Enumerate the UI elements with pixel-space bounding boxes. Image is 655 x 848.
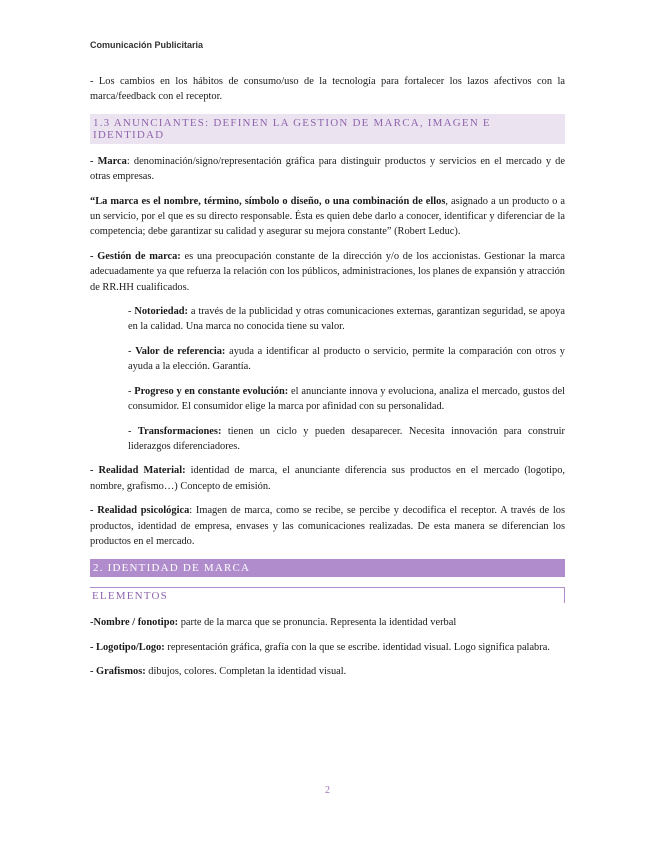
section-heading-2: 2. IDENTIDAD DE MARCA (90, 559, 565, 577)
item-prefix: - (128, 345, 136, 357)
marca-term: - Marca (90, 155, 127, 167)
item-term: Transformaciones: (137, 425, 222, 437)
section-heading-1-3: 1.3 ANUNCIANTES: DEFINEN LA GESTION DE MARCA, IMAGEN E IDENTIDAD (90, 114, 565, 144)
element-term: -Nombre / fonotipo: (90, 617, 179, 629)
item-text: a través de la publicidad y otras comunicaciones externas, garantizan seguridad, se apoya en la calidad. Una marca no conocida tiene su valor. (128, 306, 565, 333)
element-text: dibujos, colores. Completan la identidad visual. (145, 666, 347, 678)
item-term: Valor de referencia: (135, 345, 226, 357)
intro-paragraph: - Los cambios en los hábitos de consumo/uso de la tecnología para fortalecer los lazos afectivos con la marca/feedback con el receptor. (90, 76, 565, 103)
element-item (90, 615, 565, 630)
gestion-term: - Gestión de marca: (90, 250, 181, 262)
realidad-material-paragraph (90, 463, 565, 494)
list-item (128, 384, 565, 415)
quote-bold: “La marca es el nombre, término, símbolo o diseño, o una combinación de ellos (90, 195, 446, 207)
element-item (90, 664, 565, 679)
realidad-psicologica-term: - Realidad psicológica (90, 505, 190, 517)
item-prefix: - (128, 306, 135, 318)
element-item (90, 640, 565, 655)
marca-text: : denominación/signo/representación gráfica para distinguir productos y servicios en el mercado y de otras empresas. (90, 155, 565, 183)
item-text: el anunciante innova y evoluciona, analiza el mercado, gustos del consumidor. El consumidor elige la marca por afinidad con su personalidad. (128, 385, 565, 413)
item-term: Notoriedad: (134, 306, 189, 318)
page-header: Comunicación Publicitaria (90, 40, 204, 50)
realidad-psicologica-paragraph (90, 503, 565, 549)
list-item (128, 304, 565, 335)
gestion-text: es una preocupación constante de la dirección y/o de los accionistas. Gestionar la marca adecuadamente ya que refuerza la relación con los públicos, administraciones, los planes de expansión y atracción de RR.HH cualificados. (90, 250, 566, 293)
subsection-heading-elementos: ELEMENTOS (90, 587, 565, 603)
list-item (128, 344, 565, 375)
item-prefix: - (128, 385, 135, 397)
quote-paragraph (90, 194, 565, 240)
element-term: - Grafismos: (90, 666, 146, 678)
list-item (128, 424, 565, 455)
element-term: - Logotipo/Logo: (90, 641, 165, 653)
realidad-material-term: - Realidad Material: (90, 465, 186, 477)
element-text: parte de la marca que se pronuncia. Representa la identidad verbal (178, 617, 457, 629)
element-text: representación gráfica, grafía con la que se escribe. identidad visual. Logo significa palabra. (164, 641, 550, 653)
item-term: Progreso y en constante evolución: (134, 385, 289, 397)
page-number: 2 (325, 785, 330, 796)
item-text: ayuda a identificar al producto o servicio, permite la comparación con otros y ayuda a la elección. Garantía. (128, 345, 566, 373)
item-text: tienen un ciclo y pueden desaparecer. Necesita innovación para construir liderazgos diferenciadores. (128, 425, 565, 452)
realidad-material-text: identidad de marca, el anunciante diferencia sus productos en el mercado (logotipo, nombre, grafismo…) Concepto de emisión. (90, 465, 566, 492)
item-prefix: - (128, 425, 138, 437)
document-body (90, 74, 565, 689)
gestion-paragraph (90, 249, 565, 295)
quote-text: , asignado a un producto o a un servicio, por el que es su directo responsable. Ésta es quien debe darlo a conocer, identificar y diferenciar de la competencia; debe garantizar su calidad y asegurar su mejora constante” (Robert Leduc). (90, 195, 565, 238)
realidad-psicologica-text: : Imagen de marca, como se recibe, se percibe y decodifica el receptor. A través de los productos, identidad de empresa, envases y las comunicaciones realizadas. De esta manera se diferencian los productos en el mercado. (90, 505, 566, 547)
marca-paragraph (90, 154, 565, 185)
